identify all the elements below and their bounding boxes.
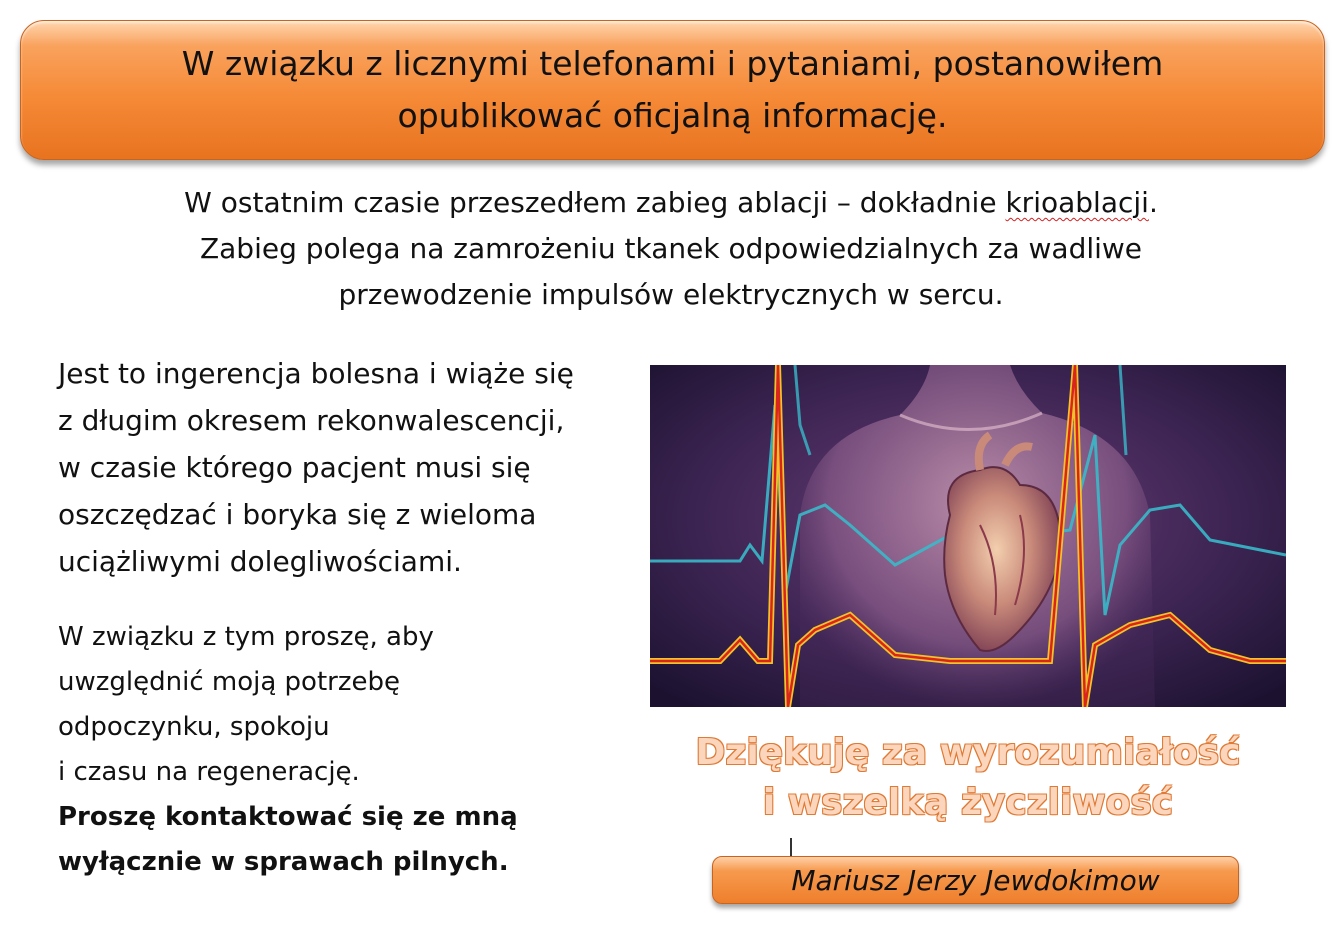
- heart-ecg-illustration: [650, 365, 1286, 707]
- para1-line: uciążliwymi dolegliwościami.: [58, 545, 462, 578]
- para2-line: i czasu na regenerację.: [58, 757, 360, 787]
- header-banner: [20, 20, 1325, 160]
- para2-line: uwzględnić moją potrzebę: [58, 667, 400, 697]
- thanks-line-1: Dziękuję za wyrozumiałość: [695, 732, 1241, 773]
- para2-bold-line: wyłącznie w sprawach pilnych.: [58, 847, 509, 877]
- para2-line: W związku z tym proszę, aby: [58, 622, 434, 652]
- intro-line-2: Zabieg polega na zamrożeniu tkanek odpowiedzialnych za wadliwe: [199, 232, 1143, 265]
- request-paragraph: [58, 615, 648, 885]
- signature-name: Mariusz Jerzy Jewdokimow: [791, 863, 1160, 897]
- banner-text: [182, 38, 1163, 142]
- heart-ecg-image: [650, 365, 1286, 707]
- intro-line-1: [60, 180, 1282, 226]
- para1-line: Jest to ingerencja bolesna i wiąże się: [58, 357, 574, 390]
- spellcheck-word: krioablacji: [1005, 186, 1149, 219]
- para1-line: oszczędzać i boryka się z wieloma: [58, 498, 537, 531]
- intro-line-1-end: .: [1148, 186, 1158, 219]
- para2-bold-line: Proszę kontaktować się ze mną: [58, 802, 518, 832]
- recovery-paragraph: [58, 350, 648, 585]
- banner-line-1: W związku z licznymi telefonami i pytaniami, postanowiłem: [181, 44, 1164, 83]
- para2-line: odpoczynku, spokoju: [58, 712, 330, 742]
- signature-box: [712, 856, 1239, 904]
- para1-line: w czasie którego pacjent musi się: [58, 451, 531, 484]
- intro-line-3: przewodzenie impulsów elektrycznych w sercu.: [338, 278, 1004, 311]
- thanks-line-2: i wszelką życzliwość: [762, 782, 1174, 823]
- thanks-text: [650, 728, 1286, 828]
- banner-line-2: opublikować oficjalną informację.: [397, 96, 948, 135]
- para1-line: z długim okresem rekonwalescencji,: [58, 404, 565, 437]
- intro-paragraph: [60, 180, 1282, 318]
- intro-line-1-start: W ostatnim czasie przeszedłem zabieg ablacji – dokładnie: [184, 186, 1006, 219]
